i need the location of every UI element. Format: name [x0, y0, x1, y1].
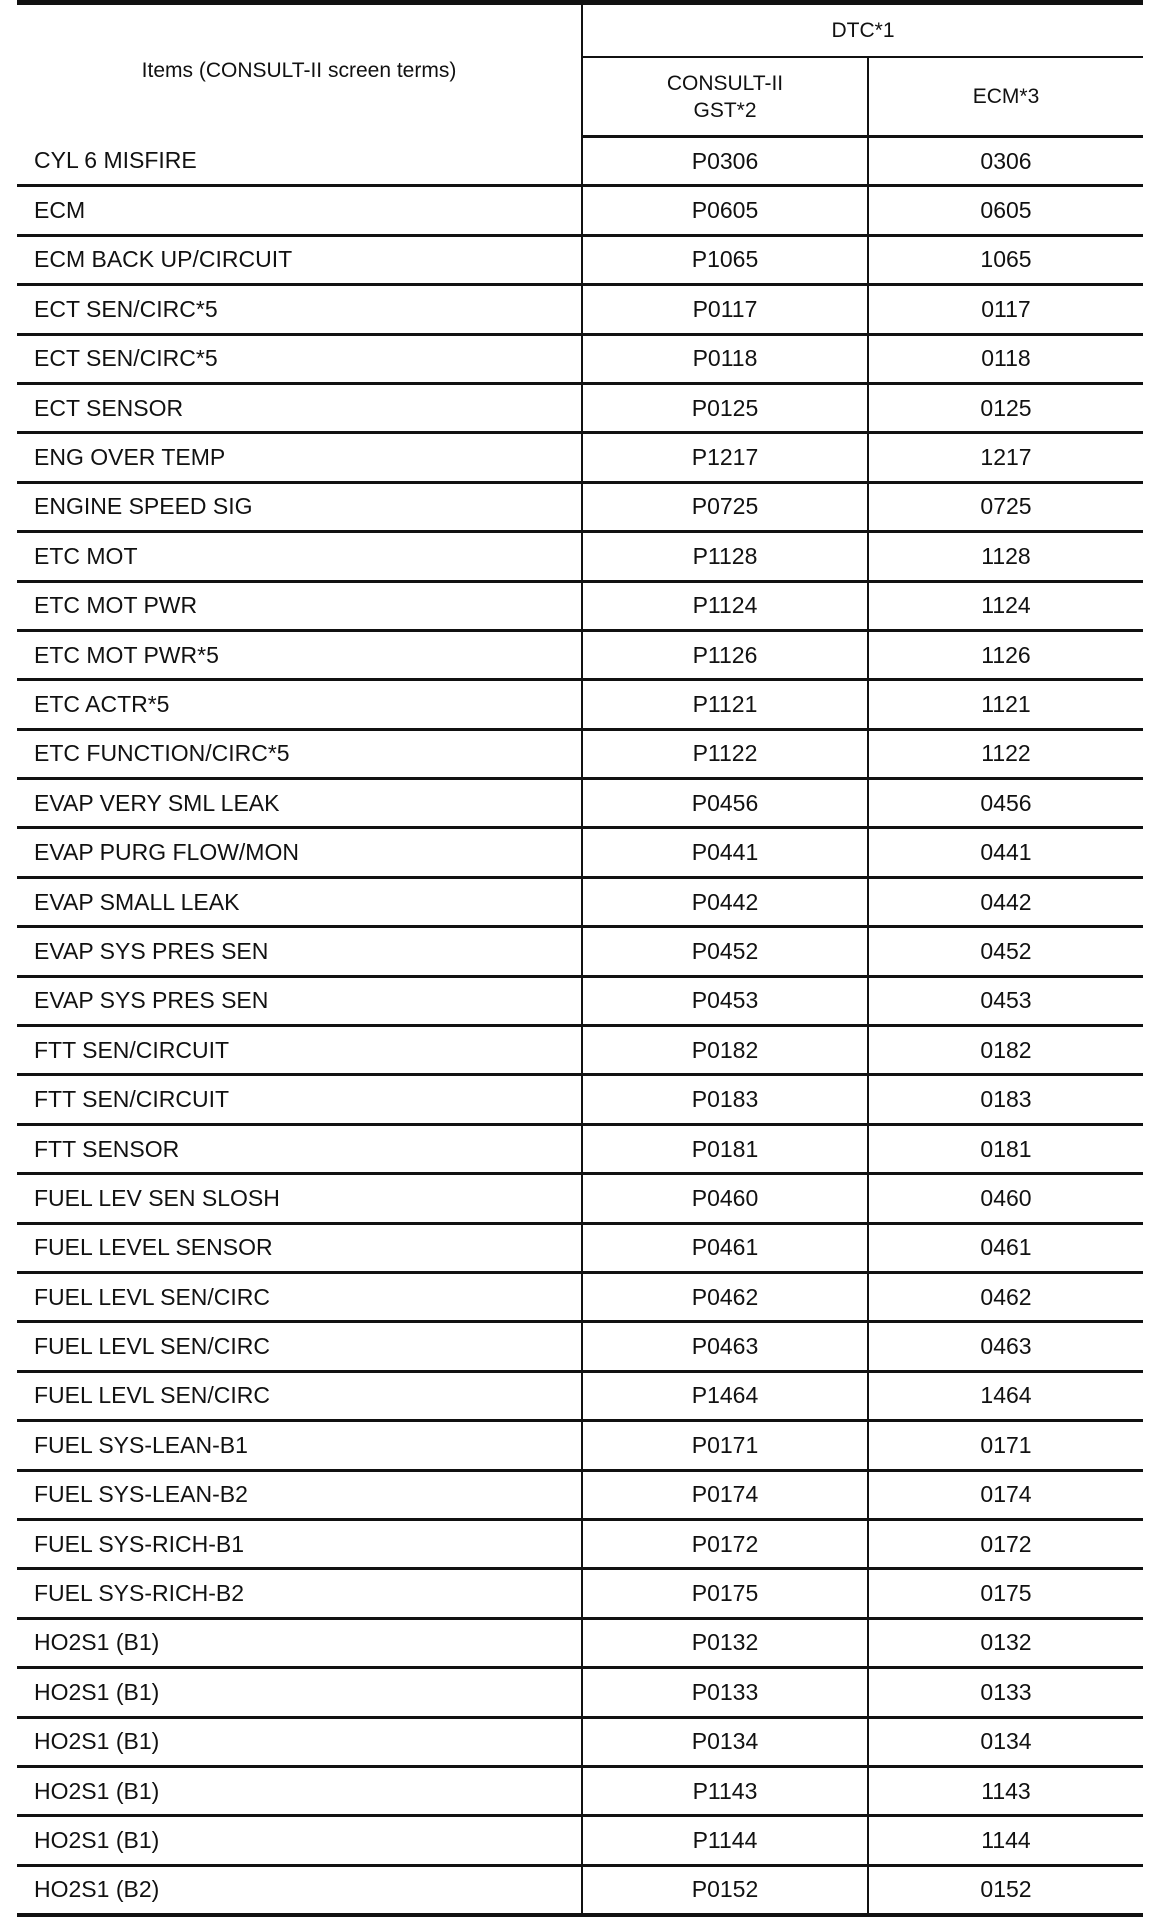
gst-code-cell: P0461 — [582, 1223, 868, 1272]
item-cell: HO2S1 (B1) — [17, 1766, 582, 1815]
table-row — [17, 828, 1143, 877]
ecm-code-cell: 0171 — [868, 1421, 1143, 1470]
gst-code-cell: P0181 — [582, 1124, 868, 1173]
gst-code-cell: P0442 — [582, 877, 868, 926]
item-cell: EVAP PURG FLOW/MON — [17, 828, 582, 877]
gst-code-cell: P1126 — [582, 630, 868, 679]
item-cell: ETC MOT PWR — [17, 581, 582, 630]
table-row — [17, 1026, 1143, 1075]
ecm-code-cell: 0181 — [868, 1124, 1143, 1173]
item-cell: FUEL SYS-LEAN-B2 — [17, 1470, 582, 1519]
item-cell: EVAP SYS PRES SEN — [17, 976, 582, 1025]
item-cell: ECT SEN/CIRC*5 — [17, 285, 582, 334]
gst-code-cell: P0133 — [582, 1668, 868, 1717]
item-cell: FUEL SYS-RICH-B2 — [17, 1569, 582, 1618]
item-cell: ETC FUNCTION/CIRC*5 — [17, 729, 582, 778]
ecm-code-cell: 0461 — [868, 1223, 1143, 1272]
dtc-column-group-header: DTC*1 — [582, 3, 1143, 58]
item-cell: ECT SEN/CIRC*5 — [17, 334, 582, 383]
item-cell: EVAP SMALL LEAK — [17, 877, 582, 926]
ecm-code-cell: 1122 — [868, 729, 1143, 778]
ecm-code-cell: 1464 — [868, 1371, 1143, 1420]
table-row — [17, 1421, 1143, 1470]
item-cell: ECM — [17, 186, 582, 235]
ecm-code-cell: 0172 — [868, 1519, 1143, 1568]
gst-code-cell: P0462 — [582, 1272, 868, 1321]
gst-code-cell: P1128 — [582, 532, 868, 581]
gst-code-cell: P0174 — [582, 1470, 868, 1519]
ecm-code-cell: 0174 — [868, 1470, 1143, 1519]
ecm-code-cell: 0182 — [868, 1026, 1143, 1075]
item-cell: ETC MOT — [17, 532, 582, 581]
ecm-code-cell: 0183 — [868, 1075, 1143, 1124]
items-column-header: Items (CONSULT-II screen terms) — [17, 3, 582, 137]
table-row — [17, 1223, 1143, 1272]
table-row — [17, 1075, 1143, 1124]
ecm-code-cell: 0152 — [868, 1865, 1143, 1915]
ecm-code-cell: 0462 — [868, 1272, 1143, 1321]
ecm-code-cell: 1217 — [868, 433, 1143, 482]
table-row — [17, 383, 1143, 432]
table-row — [17, 729, 1143, 778]
gst-code-cell: P0172 — [582, 1519, 868, 1568]
gst-code-cell: P0725 — [582, 482, 868, 531]
table-row — [17, 779, 1143, 828]
table-row — [17, 1124, 1143, 1173]
item-cell: ENGINE SPEED SIG — [17, 482, 582, 531]
table-row — [17, 1618, 1143, 1667]
ecm-code-cell: 0452 — [868, 927, 1143, 976]
item-cell: HO2S1 (B1) — [17, 1668, 582, 1717]
item-cell: FUEL SYS-RICH-B1 — [17, 1519, 582, 1568]
item-cell: HO2S1 (B2) — [17, 1865, 582, 1915]
table-row — [17, 186, 1143, 235]
ecm-code-cell: 1121 — [868, 680, 1143, 729]
gst-code-cell: P0453 — [582, 976, 868, 1025]
ecm-code-cell: 0134 — [868, 1717, 1143, 1766]
header-row-top — [17, 3, 1143, 58]
item-cell: FTT SEN/CIRCUIT — [17, 1075, 582, 1124]
gst-code-cell: P0118 — [582, 334, 868, 383]
table-row — [17, 1272, 1143, 1321]
gst-code-cell: P0441 — [582, 828, 868, 877]
table-row — [17, 235, 1143, 284]
dtc-table — [17, 0, 1143, 1917]
table-row — [17, 433, 1143, 482]
item-cell: FUEL SYS-LEAN-B1 — [17, 1421, 582, 1470]
gst-code-cell: P0306 — [582, 137, 868, 186]
ecm-code-cell: 0132 — [868, 1618, 1143, 1667]
item-cell: ECT SENSOR — [17, 383, 582, 432]
gst-code-cell: P0134 — [582, 1717, 868, 1766]
ecm-code-cell: 1124 — [868, 581, 1143, 630]
gst-code-cell: P0117 — [582, 285, 868, 334]
item-cell: FUEL LEVL SEN/CIRC — [17, 1371, 582, 1420]
gst-code-cell: P0452 — [582, 927, 868, 976]
item-cell: HO2S1 (B1) — [17, 1618, 582, 1667]
item-cell: FTT SENSOR — [17, 1124, 582, 1173]
item-cell: FUEL LEVEL SENSOR — [17, 1223, 582, 1272]
table-row — [17, 482, 1143, 531]
table-body — [17, 137, 1143, 1916]
table-row — [17, 680, 1143, 729]
gst-code-cell: P0463 — [582, 1322, 868, 1371]
item-cell: EVAP SYS PRES SEN — [17, 927, 582, 976]
table-row — [17, 137, 1143, 186]
ecm-column-header: ECM*3 — [868, 57, 1143, 137]
ecm-code-cell: 0460 — [868, 1174, 1143, 1223]
gst-code-cell: P0182 — [582, 1026, 868, 1075]
gst-code-cell: P1121 — [582, 680, 868, 729]
item-cell: ECM BACK UP/CIRCUIT — [17, 235, 582, 284]
table-row — [17, 877, 1143, 926]
table-row — [17, 334, 1143, 383]
table-row — [17, 630, 1143, 679]
dtc-table-page — [17, 0, 1143, 1917]
table-row — [17, 927, 1143, 976]
table-row — [17, 1470, 1143, 1519]
item-cell: ETC MOT PWR*5 — [17, 630, 582, 679]
ecm-code-cell: 1143 — [868, 1766, 1143, 1815]
table-row — [17, 581, 1143, 630]
ecm-code-cell: 1128 — [868, 532, 1143, 581]
gst-code-cell: P1124 — [582, 581, 868, 630]
ecm-code-cell: 0442 — [868, 877, 1143, 926]
ecm-code-cell: 0453 — [868, 976, 1143, 1025]
table-row — [17, 532, 1143, 581]
gst-code-cell: P0605 — [582, 186, 868, 235]
table-row — [17, 1174, 1143, 1223]
item-cell: ENG OVER TEMP — [17, 433, 582, 482]
gst-code-cell: P1143 — [582, 1766, 868, 1815]
table-row — [17, 1569, 1143, 1618]
ecm-code-cell: 0605 — [868, 186, 1143, 235]
item-cell: FUEL LEVL SEN/CIRC — [17, 1272, 582, 1321]
ecm-code-cell: 0725 — [868, 482, 1143, 531]
ecm-code-cell: 1126 — [868, 630, 1143, 679]
item-cell: CYL 6 MISFIRE — [17, 137, 582, 186]
ecm-code-cell: 0133 — [868, 1668, 1143, 1717]
gst-code-cell: P0460 — [582, 1174, 868, 1223]
item-cell: FUEL LEV SEN SLOSH — [17, 1174, 582, 1223]
ecm-code-cell: 0175 — [868, 1569, 1143, 1618]
gst-column-header — [582, 57, 868, 137]
table-row — [17, 1816, 1143, 1865]
ecm-code-cell: 1065 — [868, 235, 1143, 284]
table-row — [17, 1865, 1143, 1915]
ecm-code-cell: 0306 — [868, 137, 1143, 186]
table-row — [17, 1371, 1143, 1420]
item-cell: FTT SEN/CIRCUIT — [17, 1026, 582, 1075]
table-row — [17, 1766, 1143, 1815]
table-row — [17, 285, 1143, 334]
table-row — [17, 1519, 1143, 1568]
table-row — [17, 976, 1143, 1025]
item-cell: HO2S1 (B1) — [17, 1816, 582, 1865]
gst-header-line2: GST*2 — [693, 98, 757, 122]
item-cell: FUEL LEVL SEN/CIRC — [17, 1322, 582, 1371]
ecm-code-cell: 0441 — [868, 828, 1143, 877]
gst-code-cell: P1065 — [582, 235, 868, 284]
ecm-code-cell: 0456 — [868, 779, 1143, 828]
table-row — [17, 1322, 1143, 1371]
table-row — [17, 1717, 1143, 1766]
ecm-code-cell: 1144 — [868, 1816, 1143, 1865]
gst-code-cell: P1144 — [582, 1816, 868, 1865]
gst-code-cell: P1464 — [582, 1371, 868, 1420]
ecm-code-cell: 0125 — [868, 383, 1143, 432]
gst-code-cell: P0171 — [582, 1421, 868, 1470]
table-row — [17, 1668, 1143, 1717]
ecm-code-cell: 0118 — [868, 334, 1143, 383]
item-cell: ETC ACTR*5 — [17, 680, 582, 729]
gst-code-cell: P0183 — [582, 1075, 868, 1124]
item-cell: EVAP VERY SML LEAK — [17, 779, 582, 828]
gst-code-cell: P1122 — [582, 729, 868, 778]
gst-code-cell: P0132 — [582, 1618, 868, 1667]
table-header — [17, 3, 1143, 137]
gst-code-cell: P0125 — [582, 383, 868, 432]
gst-code-cell: P0456 — [582, 779, 868, 828]
ecm-code-cell: 0463 — [868, 1322, 1143, 1371]
ecm-code-cell: 0117 — [868, 285, 1143, 334]
gst-header-line1: CONSULT-II — [666, 71, 784, 95]
gst-code-cell: P0152 — [582, 1865, 868, 1915]
item-cell: HO2S1 (B1) — [17, 1717, 582, 1766]
gst-code-cell: P1217 — [582, 433, 868, 482]
gst-code-cell: P0175 — [582, 1569, 868, 1618]
